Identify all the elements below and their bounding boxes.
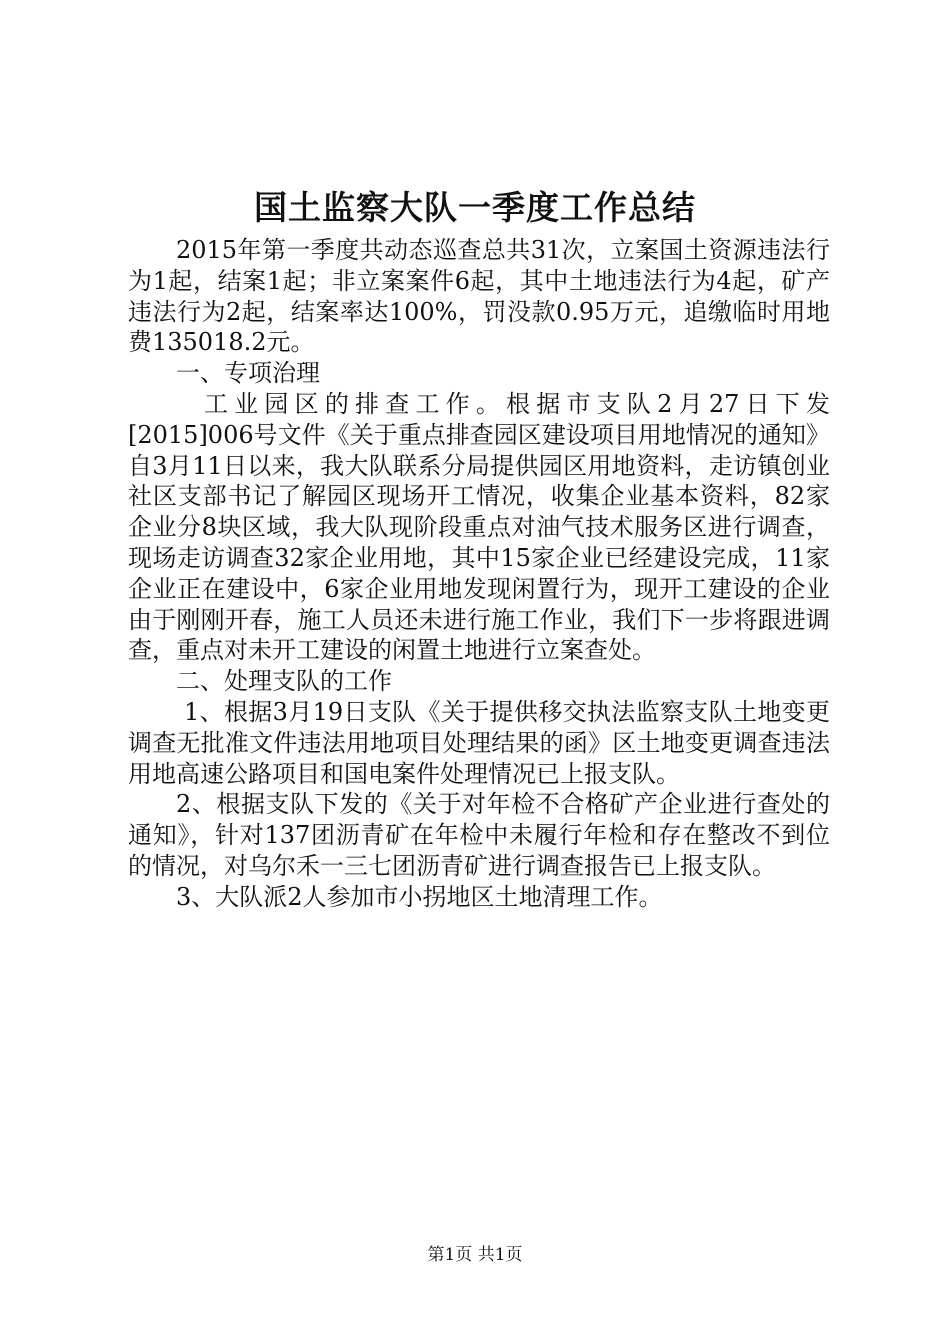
page-footer: 第1页 共1页 — [427, 1245, 523, 1265]
document-body — [128, 235, 830, 913]
detachment-item-3: 3、大队派2人参加市小拐地区土地清理工作。 — [176, 882, 663, 911]
detachment-item-1: 1、根据3月19日支队《关于提供移交执法监察支队土地变更调查无批准文件违法用地项目处理结果的函》区土地变更调查违法用地高速公路项目和国电案件处理情况已上报支队。 — [128, 697, 830, 788]
industrial-park-paragraph: 工业园区的排查工作。根据市支队2月27日下发[2015]006号文件《关于重点排查园区建设项目用地情况的通知》自3月11日以来，我大队联系分局提供园区用地资料，走访镇创业社区支部书记了解园区现场开工情况，收集企业基本资料，82家企业分8块区域，我大队现阶段重点对油气技术服务区进行调查，现场走访调查32家企业用地，其中15家企业已经建设完成，11家企业正在建设中，6家企业用地发现闲置行为，现开工建设的企业由于刚刚开春，施工人员还未进行施工作业，我们下一步将跟进调查，重点对未开工建设的闲置土地进行立案查处。 — [128, 389, 830, 665]
summary-paragraph: 2015年第一季度共动态巡查总共31次，立案国土资源违法行为1起，结案1起；非立案案件6起，其中土地违法行为4起，矿产违法行为2起，结案率达100%，罚没款0.95万元，追缴临时用地费135018.2元。 — [128, 236, 830, 357]
document-title: 国土监察大队一季度工作总结 — [254, 188, 696, 227]
section-heading-special-governance: 一、专项治理 — [176, 359, 320, 388]
detachment-item-2: 2、根据支队下发的《关于对年检不合格矿产企业进行查处的通知》，针对137团沥青矿在年检中未履行年检和存在整改不到位的情况，对乌尔禾一三七团沥青矿进行调查报告已上报支队。 — [128, 790, 830, 880]
section-heading-detachment-work: 二、处理支队的工作 — [176, 667, 392, 696]
